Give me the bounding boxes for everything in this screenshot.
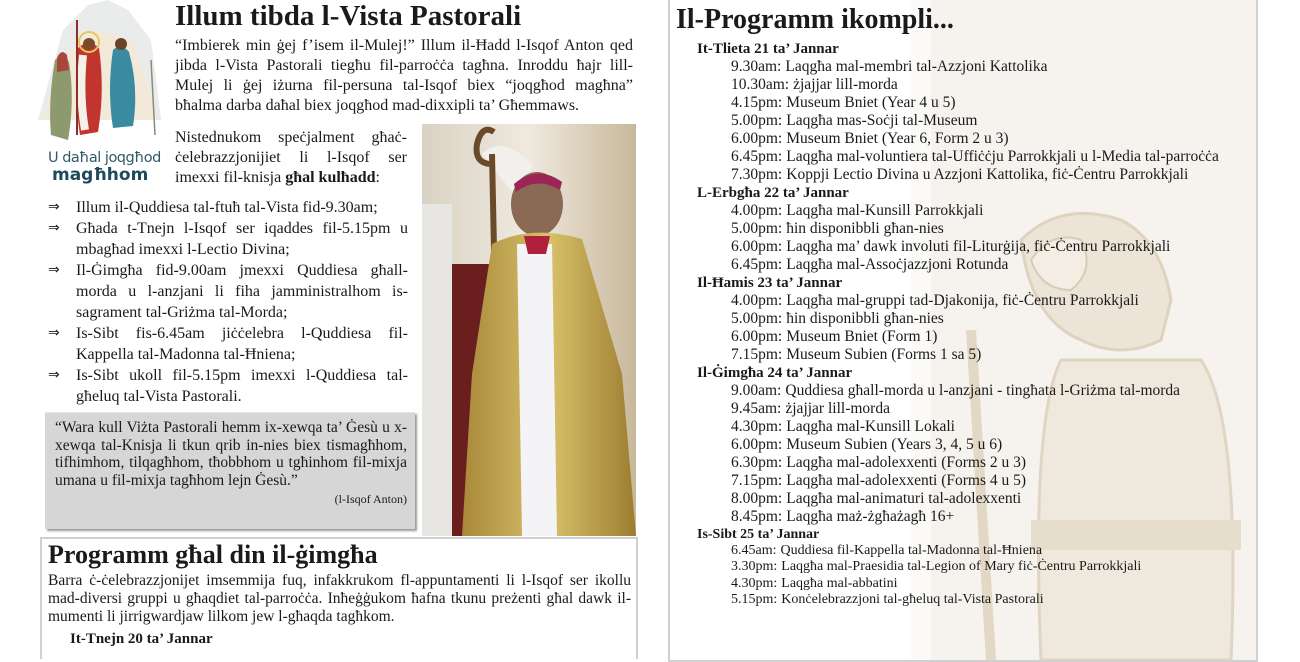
schedule-description: Laqgħa mal-Kunsill Parrokkjali xyxy=(786,202,984,219)
schedule-time: 6.45am: xyxy=(731,543,777,558)
schedule-time: 6.00pm: xyxy=(731,328,783,345)
schedule-description: ħin disponibbli għan-nies xyxy=(786,310,944,327)
schedule-time: 4.15pm: xyxy=(731,94,783,111)
schedule-item xyxy=(697,130,1257,148)
schedule-description: Laqgħa mal-adolexxenti (Forms 2 u 3) xyxy=(786,454,1027,471)
day-heading: L-Erbgħa 22 ta’ Jannar xyxy=(697,185,849,201)
double-arrow-right-icon: ⇒ xyxy=(48,367,60,383)
schedule-item xyxy=(697,202,1257,220)
article-intro: “Imbierek min ġej f’isem il-Mulej!” Illum il-Ħadd l-Isqof Anton qed jibda l-Vista Pastorali tiegħu fil-parroċċa tagħna. Inroddu ħajr lill-Mulej li ġej iżurna fil-persuna tal-Isqof biex “joqgħod magħna” bħalma darba daħal biex joqgħod mad-dixxipli ta’ Għemmaws. xyxy=(175,37,633,114)
schedule-item xyxy=(697,58,1257,76)
schedule-description: Koppji Lectio Divina u Azzjoni Kattolika, fiċ-Ċentru Parrokkjali xyxy=(786,166,1189,183)
schedule-description: Museum Bniet (Year 6, Form 2 u 3) xyxy=(786,130,1009,147)
schedule-description: Quddiesa fil-Kappella tal-Madonna tal-Ħniena xyxy=(780,543,1043,558)
schedule-item xyxy=(697,436,1257,454)
schedule-description: Quddiesa għall-morda u l-anzjani - tingħata l-Griżma tal-morda xyxy=(785,382,1181,399)
schedule-time: 9.30am: xyxy=(731,58,782,75)
schedule-time: 6.00pm: xyxy=(731,130,783,147)
schedule-time: 5.00pm: xyxy=(731,112,783,129)
day-group xyxy=(697,184,1257,274)
invitation-bold: għal kulħadd xyxy=(285,169,376,186)
schedule-description: Laqgħa mal-membri tal-Azzjoni Kattolika xyxy=(785,58,1048,75)
double-arrow-right-icon: ⇒ xyxy=(48,325,60,341)
schedule-description: żjajjar lill-morda xyxy=(793,76,898,93)
schedule-time: 6.45pm: xyxy=(731,148,783,165)
schedule-item xyxy=(697,592,1257,608)
schedule-description: Museum Subien (Forms 1 sa 5) xyxy=(786,346,982,363)
schedule-time: 4.00pm: xyxy=(731,292,783,309)
schedule-description: Laqgħa mal-Praesidia tal-Legion of Mary fiċ-Ċentru Parrokkjali xyxy=(781,559,1142,575)
day-heading: It-Tnejn 20 ta’ Jannar xyxy=(70,631,213,647)
schedule-description: ħin disponibbli għan-nies xyxy=(786,220,944,237)
schedule-description: Laqgħa mal-animaturi tal-adolexxenti xyxy=(786,490,1022,507)
schedule-time: 9.45am: xyxy=(731,400,782,417)
schedule-item xyxy=(697,418,1257,436)
programme-continued-title: Il-Programm ikompli... xyxy=(676,4,954,35)
schedule-item xyxy=(697,400,1257,418)
day-heading: Il-Ġimgħa 24 ta’ Jannar xyxy=(697,365,853,381)
schedule-item xyxy=(697,328,1257,346)
schedule-time: 5.00pm: xyxy=(731,310,783,327)
invitation-end: : xyxy=(375,169,380,186)
day-group xyxy=(697,526,1257,608)
day-group xyxy=(697,364,1257,526)
schedule-item xyxy=(697,559,1257,575)
day-heading: Is-Sibt 25 ta’ Jannar xyxy=(697,527,820,542)
schedule-item xyxy=(697,543,1257,559)
schedule-time: 5.00pm: xyxy=(731,220,783,237)
schedule-description: Laqgħa mal-Assoċjazzjoni Rotunda xyxy=(786,256,1009,273)
weekly-programme-intro: Barra ċ-ċelebrazzjonijet imsemmija fuq, infakkrukom fl-appuntamenti li l-Isqof ser ikollu mad-diversi gruppi u għaqdiet tal-parroċċa. Inħeġġukom ħafna tkunu preżenti għal dawk il-mumenti li jirrigwardjaw lilkom jew l-għaqda tagħkom. xyxy=(48,572,631,625)
schedule-time: 5.15pm: xyxy=(731,591,778,607)
schedule xyxy=(697,40,1257,608)
day-group xyxy=(697,274,1257,364)
quote-box xyxy=(45,412,415,529)
schedule-time: 6.30pm: xyxy=(731,454,783,471)
schedule-description: Laqgħa maż-żgħażagħ 16+ xyxy=(786,508,955,525)
schedule-description: Laqgħa mal-gruppi tad-Djakonija, fiċ-Ċentru Parrokkjali xyxy=(786,292,1139,309)
schedule-time: 7.30pm: xyxy=(731,166,783,183)
schedule-item xyxy=(697,454,1257,472)
bishop-photo xyxy=(422,124,636,536)
schedule-description: Laqgħa mal-voluntiera tal-Uffiċċju Parrokkjali u l-Media tal-parroċċa xyxy=(786,148,1219,165)
schedule-time: 4.30pm: xyxy=(731,575,778,591)
schedule-item xyxy=(697,256,1257,274)
weekly-programme-title: Programm għal din il-ġimgħa xyxy=(48,540,378,569)
schedule-item xyxy=(697,490,1257,508)
schedule-description: Museum Bniet (Form 1) xyxy=(786,328,938,345)
schedule-item xyxy=(697,292,1257,310)
schedule-time: 7.15pm: xyxy=(731,472,783,489)
logo-text: U daħal joqgħod xyxy=(48,150,161,166)
schedule-time: 4.30pm: xyxy=(731,418,783,435)
schedule-time: 9.00am: xyxy=(731,382,782,399)
schedule-item xyxy=(697,508,1257,526)
day-group xyxy=(697,40,1257,184)
schedule-time: 8.45pm: xyxy=(731,508,783,525)
article-invitation xyxy=(175,128,407,188)
schedule-item xyxy=(697,382,1257,400)
schedule-description: Laqgħa mal-abbatini xyxy=(781,575,898,591)
list-item: ⇒ Għada t-Tnejn l-Isqof ser iqaddes fil-5.15pm u mbagħad imexxi l-Lectio Divina; xyxy=(48,220,408,258)
article-title: Illum tibda l-Vista Pastorali xyxy=(175,0,522,32)
schedule-time: 6.00pm: xyxy=(731,238,783,255)
schedule-item xyxy=(697,148,1257,166)
schedule-time: 3.30pm: xyxy=(731,559,778,575)
logo-text-bold: magħhom xyxy=(52,165,149,185)
schedule-description: Laqgħa ma’ dawk involuti fil-Liturġija, fiċ-Ċentru Parrokkjali xyxy=(786,238,1171,255)
schedule-time: 4.00pm: xyxy=(731,202,783,219)
schedule-time: 10.30am: xyxy=(731,76,790,93)
schedule-item xyxy=(697,310,1257,328)
list-item: ⇒ Is-Sibt fis-6.45am jiċċelebra l-Quddiesa fil-Kappella tal-Madonna tal-Ħniena; xyxy=(48,325,408,363)
schedule-item xyxy=(697,472,1257,490)
day-heading: Il-Ħamis 23 ta’ Jannar xyxy=(697,275,843,291)
schedule-description: Konċelebrazzjoni tal-għeluq tal-Vista Pastorali xyxy=(781,591,1044,607)
double-arrow-right-icon: ⇒ xyxy=(48,220,60,236)
schedule-item xyxy=(697,112,1257,130)
schedule-item xyxy=(697,76,1257,94)
schedule-time: 6.00pm: xyxy=(731,436,783,453)
quote-text: “Wara kull Viżta Pastorali hemm ix-xewqa ta’ Ġesù u x-xewqa tal-Knisja li tkun qrib in-nies biex tismagħhom, tifhimhom, tilqagħhom, tħobbhom u tgħinhom fil-mixja umana u fil-mixja tagħhom lejn Ġesù.” xyxy=(55,419,407,489)
schedule-item xyxy=(697,94,1257,112)
schedule-time: 8.00pm: xyxy=(731,490,783,507)
schedule-item xyxy=(697,346,1257,364)
quote-author: (l-Isqof Anton) xyxy=(334,492,407,506)
schedule-description: Laqgħa mas-Soċji tal-Museum xyxy=(786,112,978,129)
schedule-time: 7.15pm: xyxy=(731,346,783,363)
schedule-item xyxy=(697,220,1257,238)
schedule-description: Museum Subien (Years 3, 4, 5 u 6) xyxy=(786,436,1003,453)
schedule-item xyxy=(697,576,1257,592)
celebration-list xyxy=(48,197,408,407)
day-heading: It-Tlieta 21 ta’ Jannar xyxy=(697,41,839,57)
schedule-item xyxy=(697,166,1257,184)
schedule-description: Museum Bniet (Year 4 u 5) xyxy=(786,94,956,111)
list-item: ⇒ Il-Ġimgħa fid-9.00am jmexxi Quddiesa għall-morda u l-anzjani li fiha jamministralhom is-sagrament tal-Griżma tal-Morda; xyxy=(48,262,408,321)
schedule-time: 6.45pm: xyxy=(731,256,783,273)
double-arrow-right-icon: ⇒ xyxy=(48,199,60,215)
list-item: ⇒ Illum il-Quddiesa tal-ftuħ tal-Vista fid-9.30am; xyxy=(48,199,378,216)
invitation-text: Nistednukom speċjalment għaċ-ċelebrazzjonijiet li l-Isqof ser imexxi fil-knisja xyxy=(175,129,407,186)
list-item: ⇒ Is-Sibt ukoll fil-5.15pm imexxi l-Quddiesa tal-għeluq tal-Vista Pastorali. xyxy=(48,367,408,405)
double-arrow-right-icon: ⇒ xyxy=(48,262,60,278)
schedule-description: żjajjar lill-morda xyxy=(785,400,890,417)
schedule-description: Laqgħa mal-Kunsill Lokali xyxy=(786,418,955,435)
schedule-item xyxy=(697,238,1257,256)
schedule-description: Laqgħa mal-adolexxenti (Forms 4 u 5) xyxy=(786,472,1027,489)
